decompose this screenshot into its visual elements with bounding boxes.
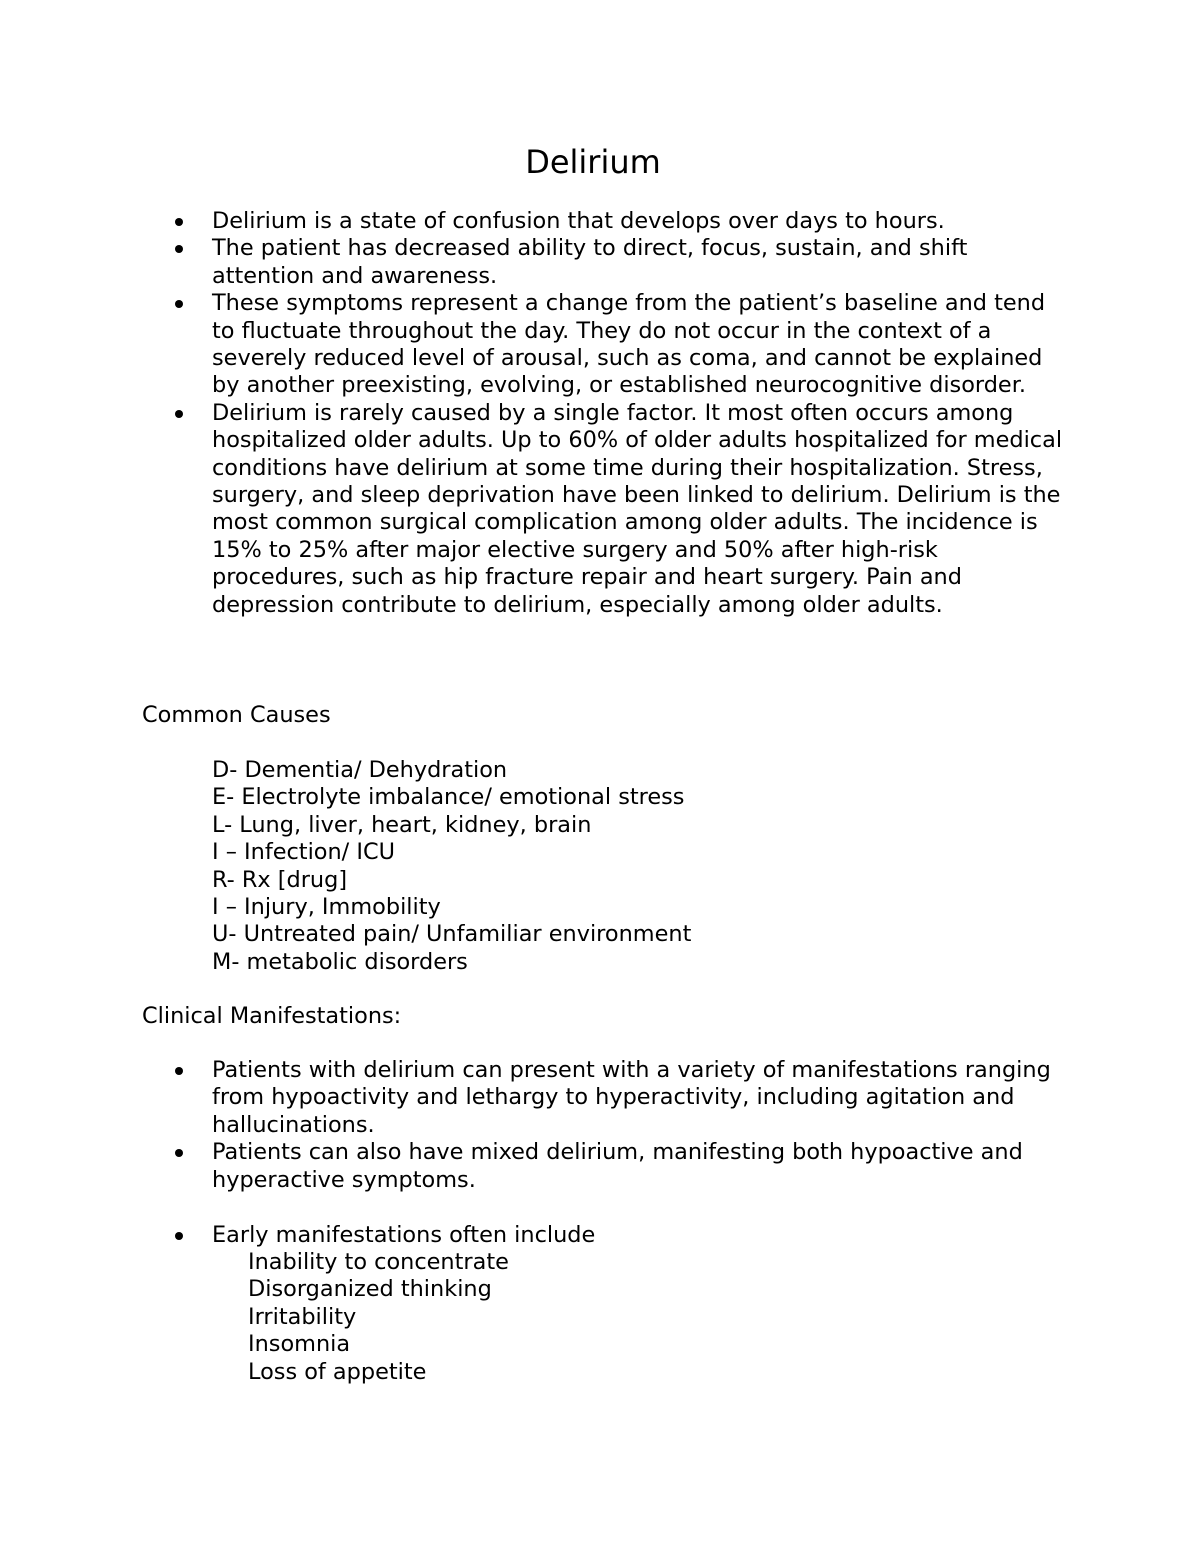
manifestations-bullet-list [0,1057,1072,1194]
list-item [0,1222,1072,1249]
bullet-text: Patients with delirium can present with a variety of manifestations ranging from hypoactivity and lethargy to hyperactivity, including agitation and hallucinations. [212,1057,1051,1138]
list-item [0,235,1072,290]
bullet-text: The patient has decreased ability to direct, focus, sustain, and shift attention and awareness. [212,235,968,289]
early-item: Disorganized thinking [248,1276,492,1303]
cause-item: U- Untreated pain/ Unfamiliar environment [212,921,692,948]
page-title: Delirium [525,143,661,181]
cause-item: L- Lung, liver, heart, kidney, brain [212,811,592,838]
bullet-icon [175,1232,183,1240]
list-item [0,1139,1072,1194]
cause-item: M- metabolic disorders [212,948,468,975]
bullet-text: Delirium is rarely caused by a single factor. It most often occurs among hospitalized older adults. Up to 60% of older adults hospitalized for medical conditions have delirium at some time during their hospitalization. Stress, surgery, and sleep deprivation have been linked to delirium. Delirium is the most common surgical complication among older adults. The incidence is 15% to 25% after major elective surgery and 50% after high-risk procedures, such as hip fracture repair and heart surgery. Pain and depression contribute to delirium, especially among older adults. [212,399,1063,618]
list-item [0,290,1072,400]
early-item: Loss of appetite [248,1358,427,1385]
bullet-text: These symptoms represent a change from the patient’s baseline and tend to fluctuate throughout the day. They do not occur in the context of a severely reduced level of arousal, such as coma, and cannot be explained by another preexisting, evolving, or established neurocognitive disorder. [212,290,1046,399]
list-item [0,1057,1072,1139]
list-item [0,208,1072,235]
intro-bullet-list [0,208,1072,619]
bullet-text: Delirium is a state of confusion that develops over days to hours. [212,208,945,234]
early-item: Insomnia [248,1331,351,1358]
bullet-icon [175,1149,183,1157]
cause-item: D- Dementia/ Dehydration [212,757,508,783]
early-item: Inability to concentrate [248,1249,509,1275]
clinical-manifestations-heading: Clinical Manifestations: [142,1003,402,1029]
bullet-icon [175,300,183,308]
early-item: Irritability [248,1303,357,1330]
cause-item: I – Infection/ ICU [212,839,395,866]
bullet-text: Early manifestations often include [212,1222,596,1248]
early-manifestations-bullet [0,1222,1072,1249]
list-item [0,400,1072,619]
bullet-icon [175,410,183,418]
common-causes-list [212,757,691,976]
bullet-icon [175,245,183,253]
bullet-icon [175,218,183,226]
cause-item: E- Electrolyte imbalance/ emotional stress [212,784,685,811]
cause-item: I – Injury, Immobility [212,894,441,921]
common-causes-heading: Common Causes [142,702,331,728]
early-manifestations-list [248,1249,509,1386]
bullet-icon [175,1067,183,1075]
cause-item: R- Rx [drug] [212,866,348,893]
bullet-text: Patients can also have mixed delirium, manifesting both hypoactive and hyperactive symptoms. [212,1139,1023,1193]
